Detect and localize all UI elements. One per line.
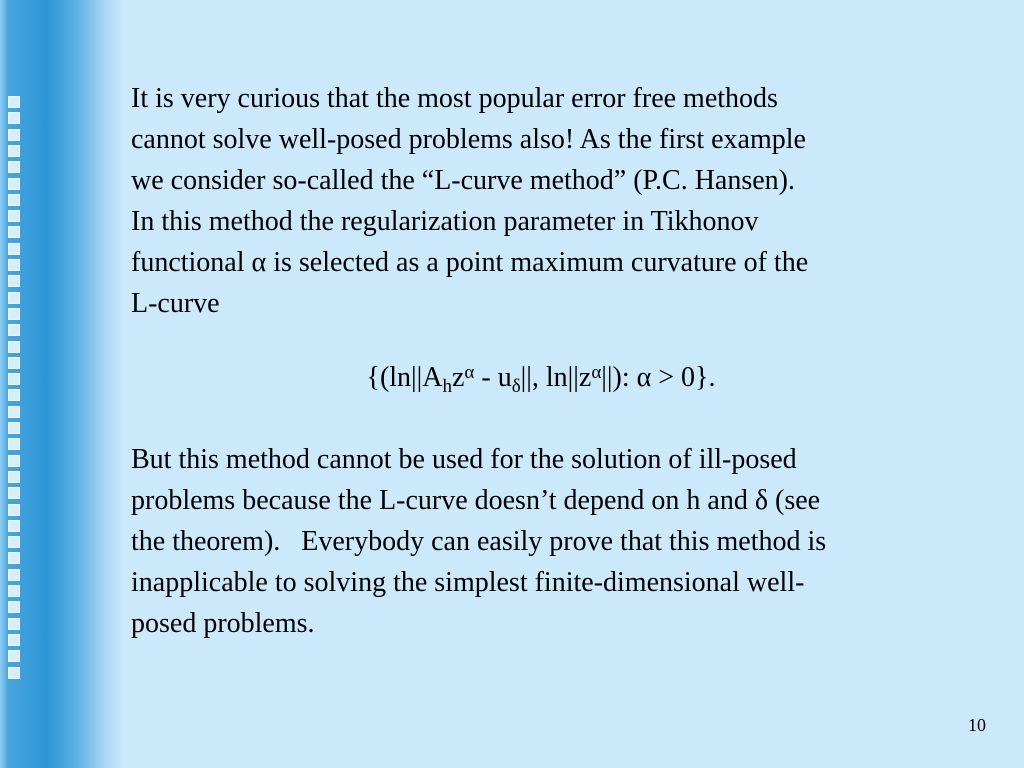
- text-line: But this method cannot be used for the solution of ill-posed: [131, 444, 797, 475]
- decorative-square: [8, 406, 20, 418]
- decorative-square: [8, 438, 20, 450]
- decorative-square: [8, 455, 20, 467]
- text-line: the theorem). Everybody can easily prove that this method is: [131, 526, 827, 557]
- decorative-square: [8, 667, 20, 679]
- decorative-square: [8, 520, 20, 532]
- text-line: problems because the L-curve doesn’t depend on h and δ (see: [131, 485, 821, 516]
- decorative-square: [8, 129, 20, 141]
- decorative-square: [8, 275, 20, 287]
- decorative-square: [8, 422, 20, 434]
- text-line: we consider so-called the “L-curve method” (P.C. Hansen).: [131, 165, 795, 196]
- decorative-square: [8, 634, 20, 646]
- decorative-square: [8, 487, 20, 499]
- decorative-square: [8, 618, 20, 630]
- decorative-square: [8, 308, 20, 320]
- decorative-square: [8, 161, 20, 173]
- decorative-square: [8, 96, 20, 108]
- decorative-square: [8, 112, 20, 124]
- decorative-square: [8, 585, 20, 597]
- decorative-square: [8, 504, 20, 516]
- decorative-square: [8, 210, 20, 222]
- text-line: In this method the regularization parameter in Tikhonov: [131, 206, 759, 237]
- page-number: 10: [968, 715, 986, 735]
- paragraph-intro: [131, 78, 991, 324]
- decorative-square: [8, 471, 20, 483]
- decorative-square: [8, 243, 20, 255]
- decorative-square: [8, 194, 20, 206]
- paragraph-conclusion: [131, 439, 991, 644]
- decorative-square: [8, 389, 20, 401]
- decorative-square: [8, 601, 20, 613]
- decorative-square: [8, 536, 20, 548]
- text-line: L-curve: [131, 288, 220, 319]
- decorative-square: [8, 178, 20, 190]
- slide-body: [131, 78, 991, 644]
- l-curve-formula: {($\ln||A_hz^\alpha - u_\delta||$, $\ln||z^\alpha||$): α > 0}.: [366, 362, 716, 397]
- decorative-square: [8, 569, 20, 581]
- decorative-square: [8, 373, 20, 385]
- decorative-square: [8, 259, 20, 271]
- decorative-square: [8, 324, 20, 336]
- text-line: cannot solve well-posed problems also! As the first example: [131, 124, 806, 155]
- decorative-square: [8, 552, 20, 564]
- decorative-square: [8, 357, 20, 369]
- decorative-square: [8, 341, 20, 353]
- decorative-square: [8, 650, 20, 662]
- text-line: posed problems.: [131, 608, 315, 639]
- text-line: It is very curious that the most popular error free methods: [131, 83, 778, 114]
- decorative-square: [8, 226, 20, 238]
- decorative-sidebar: [0, 0, 124, 768]
- text-line: functional α is selected as a point maximum curvature of the: [131, 247, 809, 278]
- text-line: inapplicable to solving the simplest finite-dimensional well-: [131, 567, 805, 598]
- decorative-square: [8, 292, 20, 304]
- decorative-square: [8, 145, 20, 157]
